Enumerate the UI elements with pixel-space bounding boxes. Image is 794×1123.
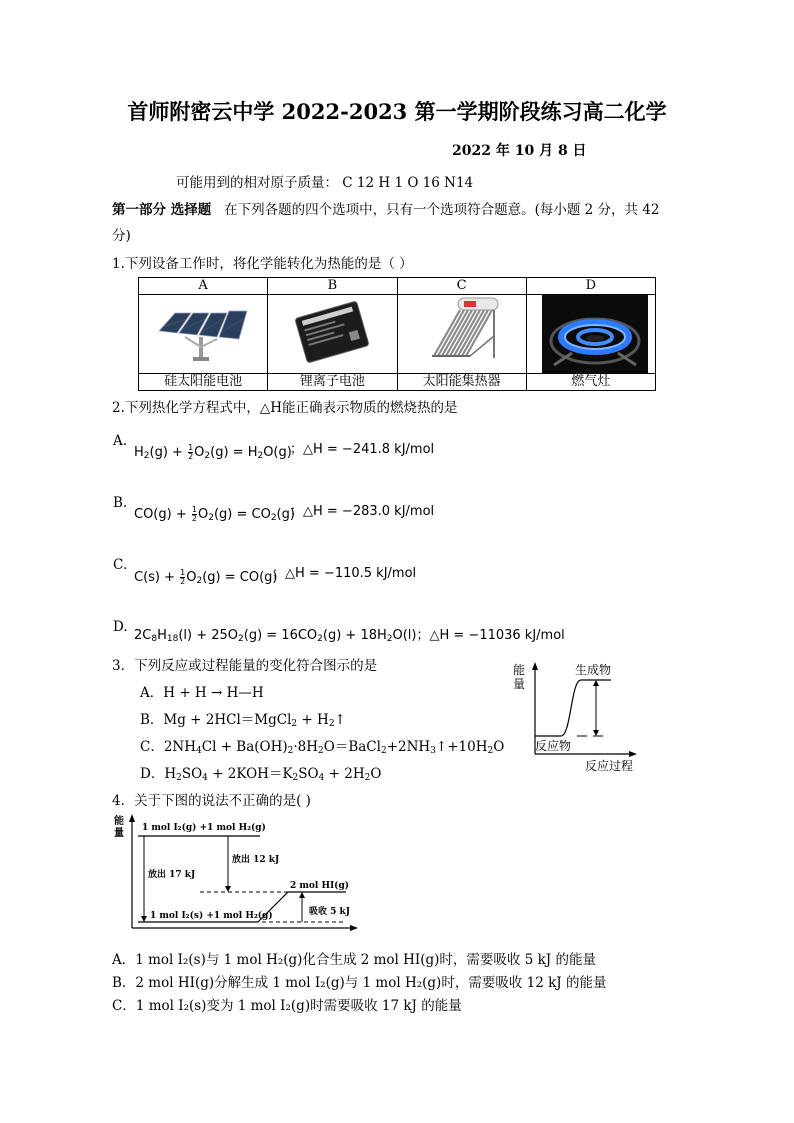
q2-option-b-letter[interactable]: B. — [113, 495, 128, 511]
q4-option-c[interactable]: C．1 mol I₂(s)变为 1 mol I₂(g)时需要吸收 17 kJ 的能量 — [112, 998, 462, 1014]
q3-xlabel: 反应过程 — [585, 759, 634, 773]
q2-option-c-letter[interactable]: C. — [113, 557, 128, 573]
q2-option-d-letter[interactable]: D. — [113, 619, 128, 635]
q1-letter-d[interactable]: D — [526, 278, 655, 295]
q1-option-c-label: 太阳能集热器 — [397, 374, 526, 391]
q3-ylabel-2: 量 — [513, 677, 526, 691]
q4-top-level-label: 1 mol I₂(g) +1 mol H₂(g) — [142, 823, 266, 833]
q4-bottom-level-label: 1 mol I₂(s) +1 mol H₂(g) — [150, 911, 273, 921]
solar-panel-icon — [155, 297, 251, 367]
battery-icon — [290, 297, 374, 367]
solar-heater-icon — [420, 296, 504, 368]
q4-option-a[interactable]: A．1 mol I₂(s)与 1 mol H₂(g)化合生成 2 mol HI(g)时，需要吸收 5 kJ 的能量 — [112, 952, 596, 968]
exam-date: 2022 年 10 月 8 日 — [452, 143, 587, 159]
q4-release-12: 放出 12 kJ — [232, 855, 280, 865]
q2-option-a-letter[interactable]: A. — [113, 433, 128, 449]
q2-option-a-equation: $H_2(g)$ + $\frac{1}{2}$ $O_2(g) = H_2O(g)$ — [134, 443, 292, 461]
q1-options-table — [138, 277, 656, 391]
q3-option-d[interactable]: D．$H_2SO_4 + 2KOH=K_2SO_4 + 2H_2O$ — [140, 766, 382, 783]
atomic-masses: 可能用到的相对原子质量： C 12 H 1 O 16 N14 — [176, 175, 474, 191]
q1-option-d-label: 燃气灶 — [526, 374, 655, 391]
q4-ylabel-2: 量 — [114, 828, 124, 839]
q4-absorb-5: 吸收 5 kJ — [309, 907, 351, 917]
q2-option-b-equation: CO(g) + $\frac{1}{2}$ $O_2(g) = CO_2(g)$ — [134, 505, 295, 523]
q2-stem: 2.下列热化学方程式中，△H能正确表示物质的燃烧热的是 — [112, 400, 458, 416]
q3-option-c[interactable]: C．$2NH_4Cl$ + $Ba(OH)_2\cdot 8H_2O=BaCl_2+2NH_3↑+10H_2O$ — [140, 739, 505, 756]
q4-mid-level-label: 2 mol HI(g) — [290, 881, 349, 891]
q1-letter-c[interactable]: C — [397, 278, 526, 295]
q2-option-a-dh: ；△H = −241.8 kJ/mol — [290, 442, 435, 457]
q1-option-a-label: 硅太阳能电池 — [139, 374, 268, 391]
part1-label: 第一部分 选择题 — [112, 202, 212, 218]
q4-ylabel-1: 能 — [114, 816, 124, 827]
part1-instruction-cont: 分) — [112, 228, 131, 244]
q3-energy-diagram — [505, 658, 640, 776]
q3-reactant-label: 反应物 — [535, 739, 572, 753]
q3-stem: 3．下列反应或过程能量的变化符合图示的是 — [112, 658, 378, 674]
q4-stem: 4．关于下图的说法不正确的是( ) — [112, 793, 311, 809]
q2-option-d-equation: $2C_8H_{18}(l) + 25O_2(g) = 16CO_2(g) + 18H_2O(l)$；△H = −11036 kJ/mol — [134, 628, 565, 644]
q1-stem: 1.下列设备工作时，将化学能转化为热能的是（ ） — [112, 256, 413, 272]
q2-option-b-dh: ；△H = −283.0 kJ/mol — [290, 504, 435, 519]
q3-option-b[interactable]: B．Mg + 2HCl＝MgCl$_2$ + $H_2↑$ — [140, 712, 346, 729]
part1-heading — [112, 198, 660, 218]
q2-option-c-equation: C(s) + $\frac{1}{2}$ $O_2(g) = CO(g)$ — [134, 568, 278, 586]
part1-instruction: 在下列各题的四个选项中，只有一个选项符合题意。(每小题 2 分，共 42 — [224, 202, 660, 218]
q2-option-d-dh: ；△H = −11036 kJ/mol — [416, 628, 565, 643]
q1-option-b-label: 锂离子电池 — [268, 374, 397, 391]
q3-option-a[interactable]: A．H + H → H—H — [140, 685, 264, 701]
q3-ylabel-1: 能 — [513, 663, 526, 677]
q2-option-c-dh: ；△H = −110.5 kJ/mol — [272, 566, 417, 581]
q1-letter-a[interactable]: A — [139, 278, 268, 295]
q1-letter-b[interactable]: B — [268, 278, 397, 295]
page-title: 首师附密云中学 2022-2023 第一学期阶段练习高二化学 — [127, 99, 667, 124]
q4-release-17: 放出 17 kJ — [148, 870, 196, 880]
gas-flame-icon — [542, 295, 648, 373]
q4-option-b[interactable]: B．2 mol HI(g)分解生成 1 mol I₂(g)与 1 mol H₂(g)时，需要吸收 12 kJ 的能量 — [112, 975, 607, 991]
q3-product-label: 生成物 — [575, 663, 612, 677]
q4-energy-diagram — [112, 812, 362, 940]
